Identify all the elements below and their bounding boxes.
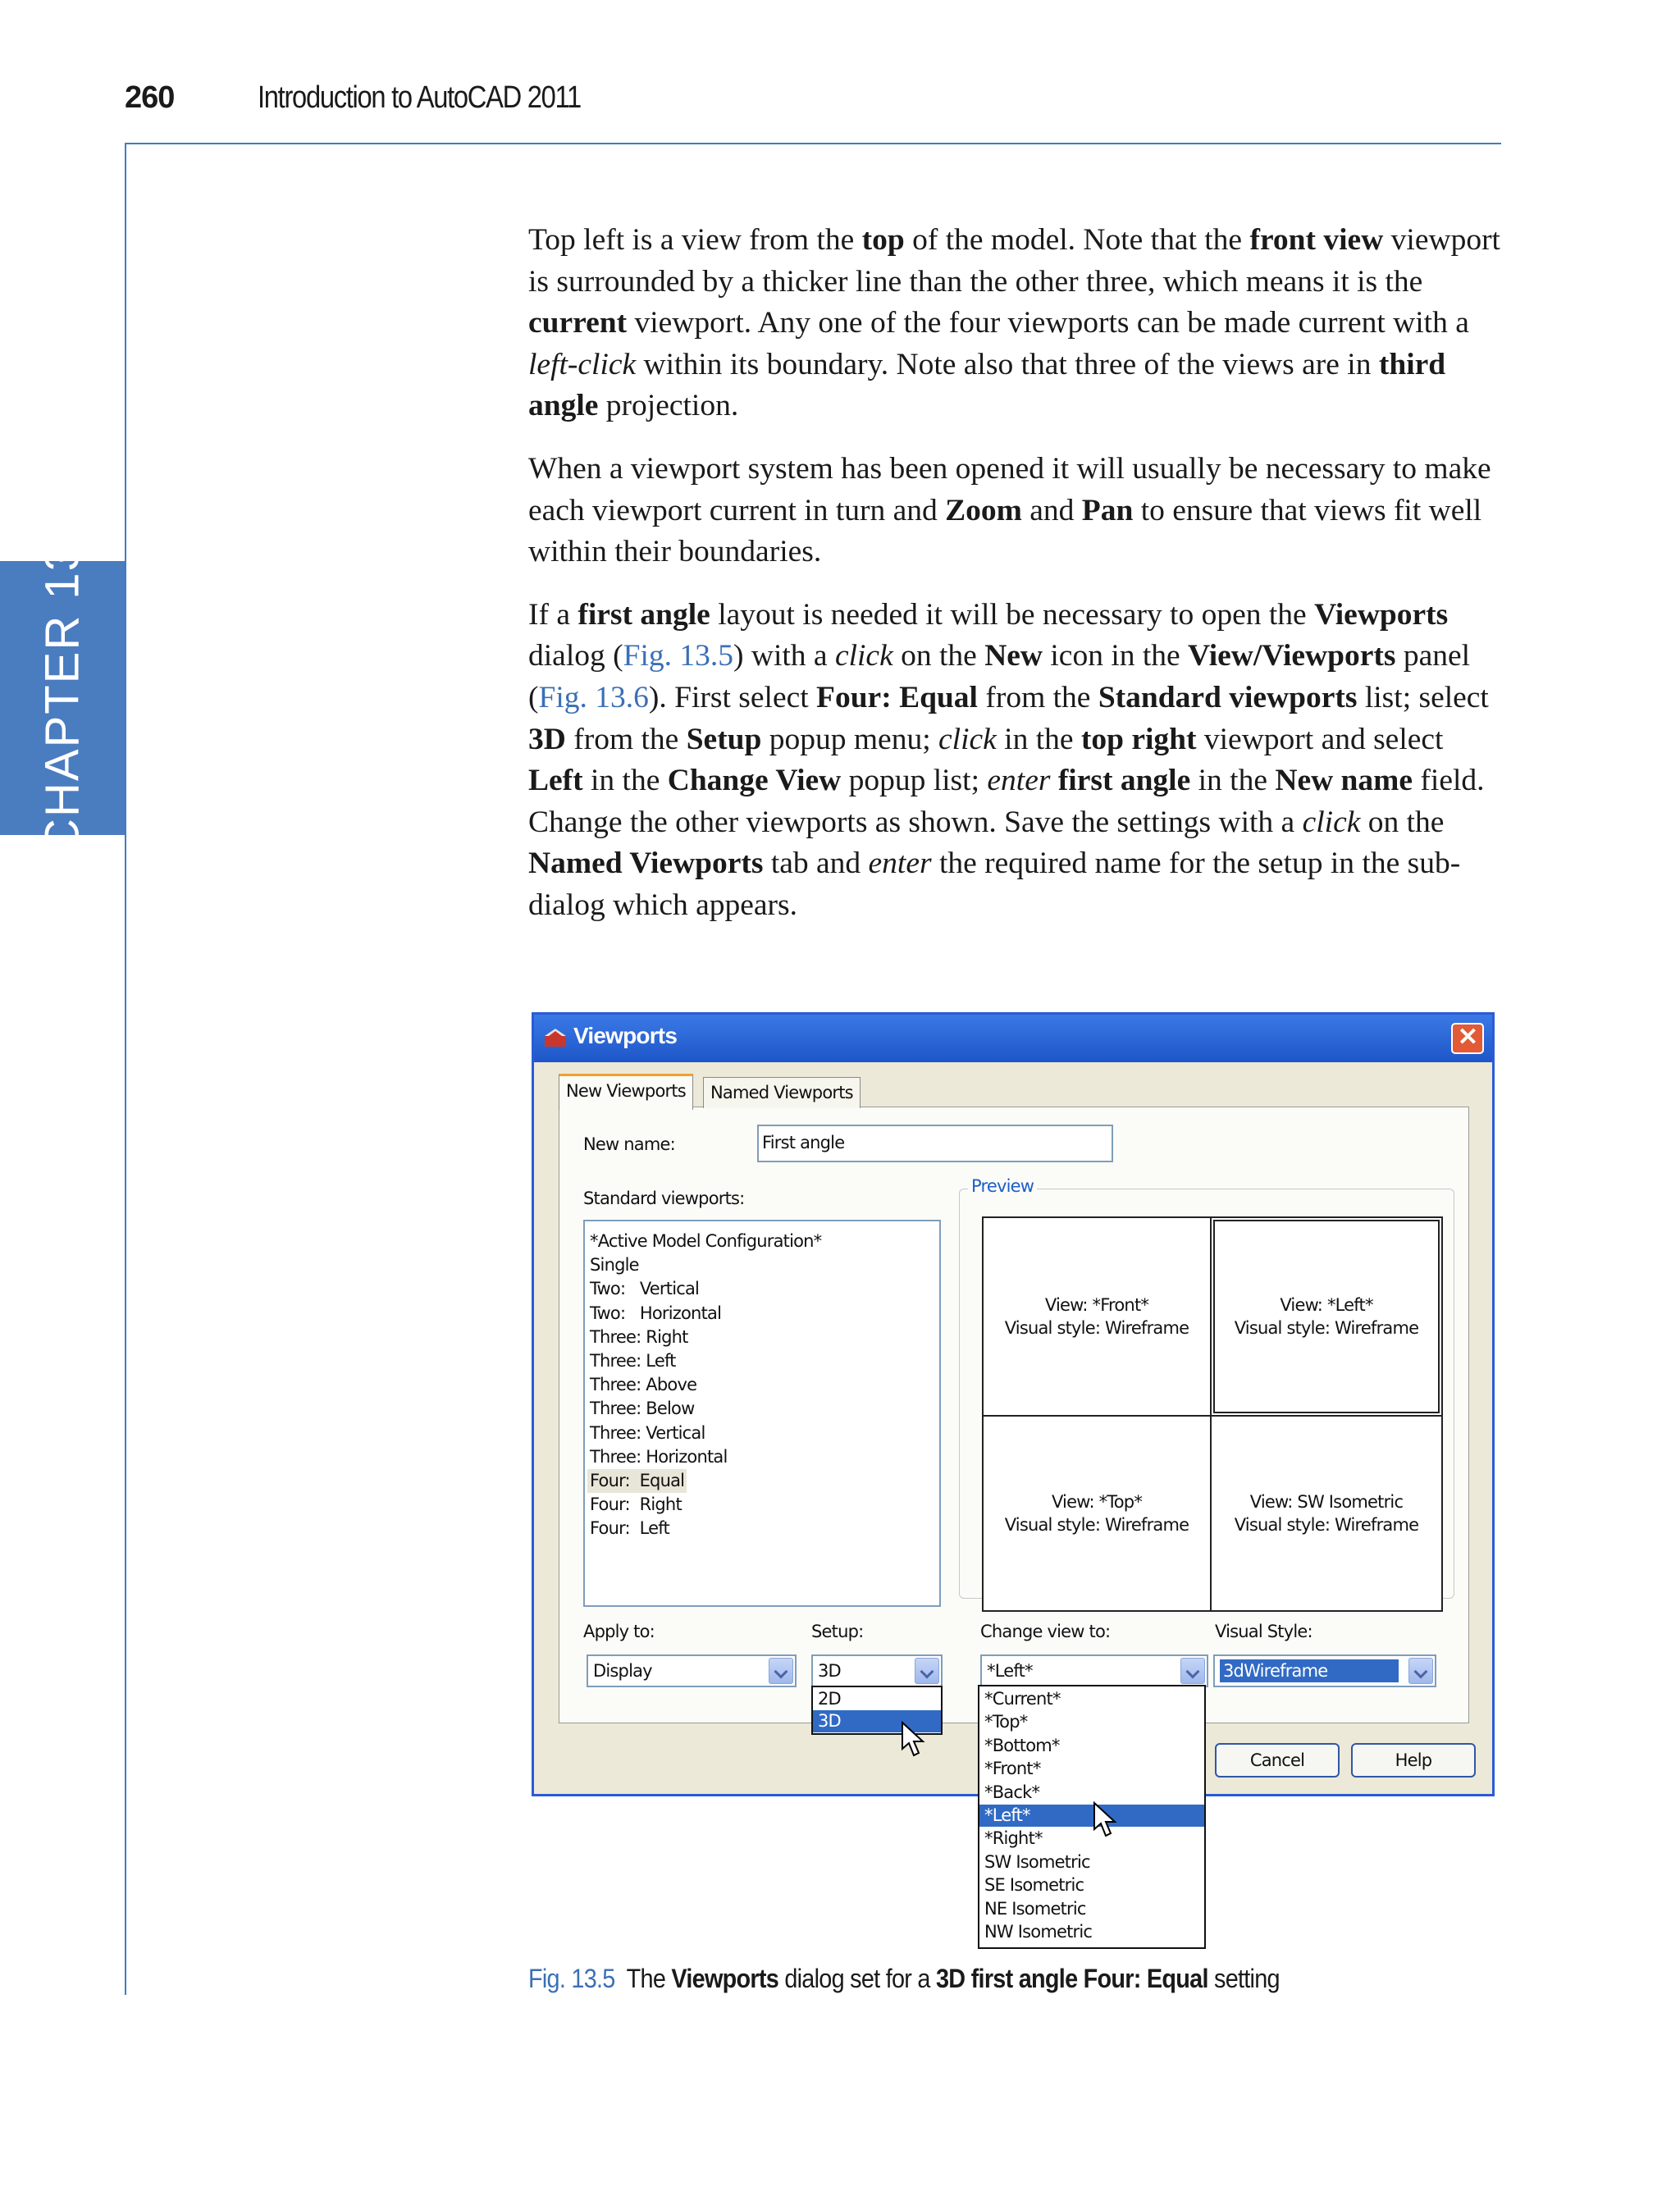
list-item[interactable]: Three: Below [590,1399,695,1419]
change-view-label: Change view to: [980,1622,1111,1641]
dropdown-option[interactable]: 2D [818,1689,841,1709]
viewport-view: View: *Top* [1051,1492,1143,1512]
paragraph-3: If a first angle layout is needed it will be necessary to open the Viewports dialog (Fig. 13.5) with a click on the New icon in the View/Viewports panel (Fig. 13.6). First select Four: Equal from the Standard viewports list; select 3D from the Setup popup menu; click in the top right viewport and select Left in the Change View popup list; enter first angle in the New name field. Change the other viewports as shown. Save the settings with a click on the Named Viewports tab and enter the required name for the setup in the sub-dialog which appears. [528,597,1489,922]
tab-new-viewports[interactable]: New Viewports [559,1074,693,1110]
apply-to-value: Display [593,1661,652,1681]
dropdown-option[interactable]: *Top* [984,1712,1028,1732]
list-item[interactable]: Three: Right [590,1326,688,1347]
paragraph-1: Top left is a view from the top of the model. Note that the front view viewport is surrounded by a thicker line than the other three, which means it is the current viewport. Any one of the four viewports can be made current with a left-click within its boundary. Note also that three of the views are in third angle projection. [528,223,1500,423]
viewport-style: Visual style: Wireframe [1234,1318,1419,1338]
cancel-button[interactable]: Cancel [1215,1743,1340,1778]
dropdown-option[interactable]: 3D [813,1710,941,1732]
standard-viewports-list[interactable] [583,1220,941,1607]
viewport-view: View: *Front* [1044,1295,1149,1315]
page-number: 260 [125,80,175,115]
visual-style-value: 3dWireframe [1220,1659,1399,1682]
body-text [528,220,1504,948]
list-item[interactable]: Four: Equal [587,1469,687,1493]
help-button[interactable]: Help [1351,1743,1476,1778]
figure-label: Fig. 13.5 [528,1964,615,1993]
setup-label: Setup: [811,1622,864,1641]
standard-viewports-label: Standard viewports: [583,1189,745,1208]
change-view-value: *Left* [987,1661,1033,1681]
viewport-bottom-right[interactable] [1210,1415,1443,1612]
setup-select[interactable] [811,1654,943,1687]
figure-reference: Fig. 13.5 [623,639,734,673]
viewport-bottom-left[interactable] [982,1415,1212,1612]
mouse-cursor-icon [901,1721,927,1759]
list-item[interactable]: Two: Vertical [590,1279,700,1299]
list-item[interactable]: Three: Horizontal [590,1446,728,1467]
list-item[interactable]: *Active Model Configuration* [590,1231,822,1251]
list-item[interactable]: Three: Vertical [590,1422,705,1443]
chevron-down-icon[interactable] [915,1658,939,1684]
chevron-down-icon[interactable] [769,1658,793,1684]
visual-style-select[interactable] [1213,1654,1436,1687]
chapter-tab-label: CHAPTER 13 [35,543,89,853]
figure-reference: Fig. 13.6 [538,680,649,714]
chapter-tab [0,543,125,853]
viewport-style: Visual style: Wireframe [1004,1318,1189,1338]
figure-caption [528,1964,1280,1994]
chevron-down-icon[interactable] [1408,1658,1433,1684]
list-item[interactable]: Three: Above [590,1375,697,1395]
visual-style-label: Visual Style: [1215,1622,1312,1641]
apply-to-select[interactable] [587,1654,797,1687]
chevron-down-icon[interactable] [1180,1658,1205,1684]
dropdown-option[interactable]: SW Isometric [984,1851,1090,1872]
dropdown-option[interactable]: *Front* [984,1759,1041,1779]
viewport-view: View: *Left* [1280,1295,1373,1315]
dropdown-option[interactable]: *Right* [984,1828,1043,1849]
viewports-dialog [532,1012,1495,1796]
viewport-style: Visual style: Wireframe [1004,1515,1189,1535]
dropdown-option[interactable]: NE Isometric [984,1898,1086,1919]
change-view-select[interactable] [980,1654,1208,1687]
viewport-top-right[interactable] [1210,1216,1443,1417]
caption-text: The Viewports dialog set for a 3D first angle Four: Equal setting [626,1964,1280,1993]
dropdown-option[interactable]: SE Isometric [984,1875,1084,1896]
dropdown-option[interactable]: *Bottom* [984,1735,1060,1755]
list-item[interactable]: Three: Left [590,1351,676,1371]
dropdown-option[interactable]: *Current* [984,1689,1061,1709]
preview-label: Preview [968,1176,1037,1196]
paragraph-2: When a viewport system has been opened it will usually be necessary to make each viewport current in turn and Zoom and Pan to ensure that views fit well within their boundaries. [528,451,1491,569]
close-button[interactable]: ✕ [1451,1023,1484,1054]
list-item[interactable]: Single [590,1255,639,1276]
viewport-style: Visual style: Wireframe [1234,1515,1419,1535]
dropdown-option[interactable]: NW Isometric [984,1922,1093,1942]
viewport-view: View: SW Isometric [1249,1492,1404,1512]
mouse-cursor-icon [1093,1801,1119,1839]
autocad-app-icon [544,1028,567,1047]
margin-rule [125,143,126,1995]
setup-value: 3D [818,1661,841,1681]
viewport-top-left[interactable] [982,1216,1212,1417]
apply-to-label: Apply to: [583,1622,655,1641]
list-item[interactable]: Four: Right [590,1495,682,1515]
running-title: Introduction to AutoCAD 2011 [258,80,581,115]
tab-named-viewports[interactable]: Named Viewports [703,1077,861,1108]
dropdown-option[interactable]: *Back* [984,1782,1040,1802]
header-rule [125,143,1501,144]
new-name-label: New name: [583,1134,675,1154]
list-item[interactable]: Two: Horizontal [590,1303,722,1323]
dropdown-option[interactable]: *Left* [979,1805,1204,1827]
change-view-dropdown[interactable] [978,1685,1206,1949]
dialog-titlebar [534,1015,1492,1062]
dialog-title: Viewports [573,1023,678,1048]
new-name-input[interactable]: First angle [757,1125,1113,1162]
list-item[interactable]: Four: Left [590,1518,669,1539]
